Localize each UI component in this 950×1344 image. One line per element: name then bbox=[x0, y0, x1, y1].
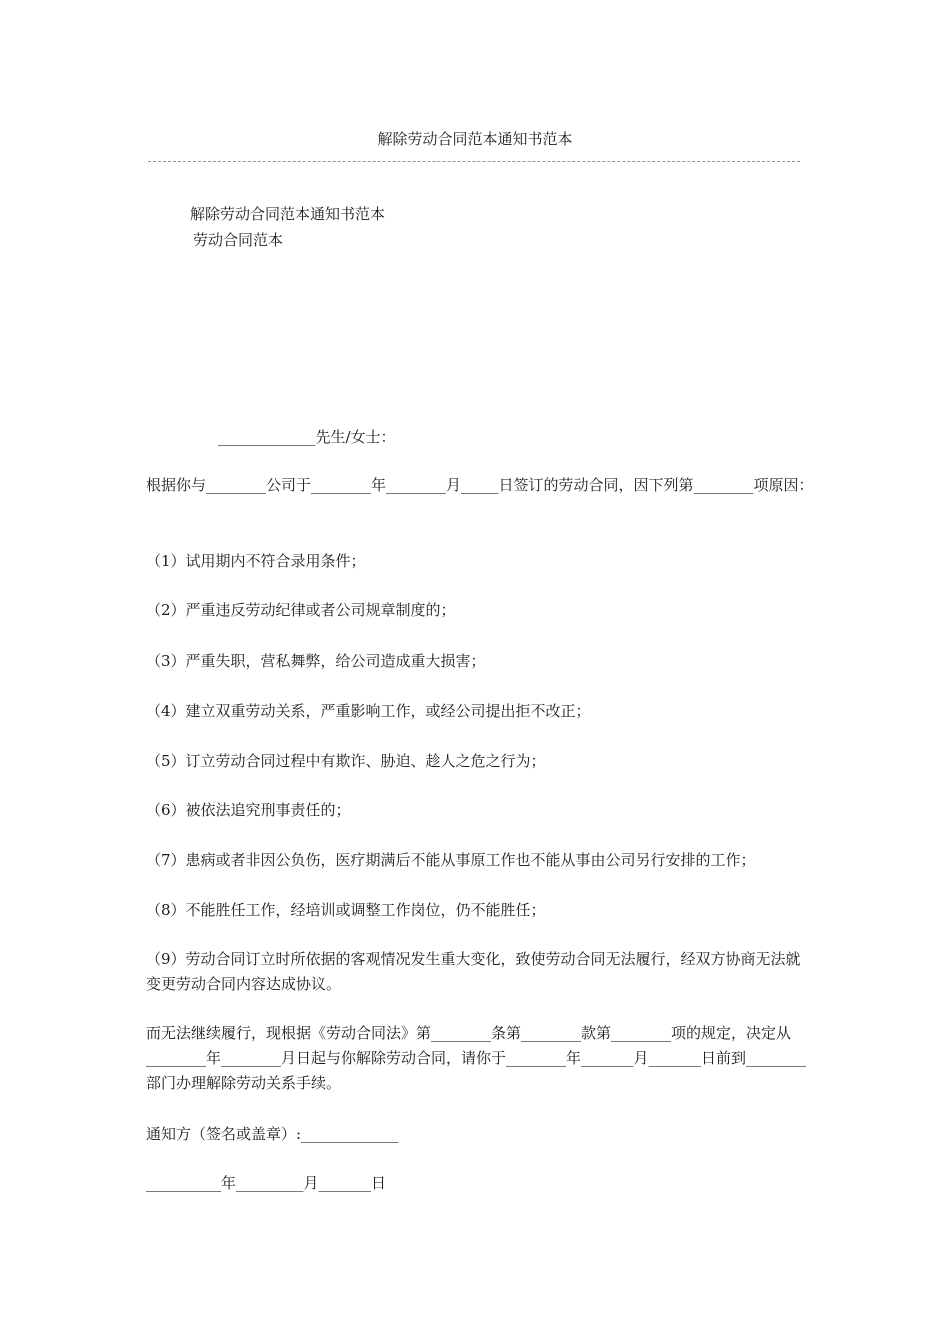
reason-item-5: （5）订立劳动合同过程中有欺诈、胁迫、趁人之危之行为； bbox=[146, 752, 546, 770]
subtitle-main: 解除劳动合同范本通知书范本 bbox=[190, 205, 386, 223]
recipient-name-blank: _____________ bbox=[218, 428, 316, 446]
reason-item-4: （4）建立双重劳动关系，严重影响工作，或经公司提出拒不改正； bbox=[146, 702, 591, 720]
reason-item-8: （8）不能胜任工作，经培训或调整工作岗位，仍不能胜任； bbox=[146, 901, 546, 919]
therefore-paragraph: 而无法继续履行，现根据《劳动合同法》第________条第________款第________项的规定，决定从________年________月日起与你解除劳动合同，请你于________年_______月_______日前到________部门办理解除劳动关系手续。 bbox=[146, 1024, 807, 1092]
reason-item-9: （9）劳动合同订立时所依据的客观情况发生重大变化，致使劳动合同无法履行，经双方协商无法就变更劳动合同内容达成协议。 bbox=[146, 950, 801, 993]
salutation bbox=[218, 425, 886, 450]
subtitle-category: 劳动合同范本 bbox=[193, 231, 284, 249]
reason-item-7: （7）患病或者非因公负伤，医疗期满后不能从事原工作也不能从事由公司另行安排的工作； bbox=[146, 851, 756, 869]
signature-line: 通知方（签名或盖章）:_____________ bbox=[146, 1125, 399, 1143]
intro-paragraph: 根据你与________公司于________年________月_____日签订的劳动合同，因下列第________项原因： bbox=[146, 476, 814, 494]
date-line: __________年_________月_______日 bbox=[146, 1174, 387, 1192]
reason-item-1: （1）试用期内不符合录用条件； bbox=[146, 552, 366, 570]
page-title: 解除劳动合同范本通知书范本 bbox=[377, 130, 573, 148]
salutation-text: 先生/女士： bbox=[315, 428, 396, 446]
reason-item-3: （3）严重失职，营私舞弊，给公司造成重大损害； bbox=[146, 652, 486, 670]
reason-item-6: （6）被依法追究刑事责任的； bbox=[146, 801, 351, 819]
title-divider bbox=[148, 161, 800, 162]
reason-item-2: （2）严重违反劳动纪律或者公司规章制度的； bbox=[146, 601, 456, 619]
